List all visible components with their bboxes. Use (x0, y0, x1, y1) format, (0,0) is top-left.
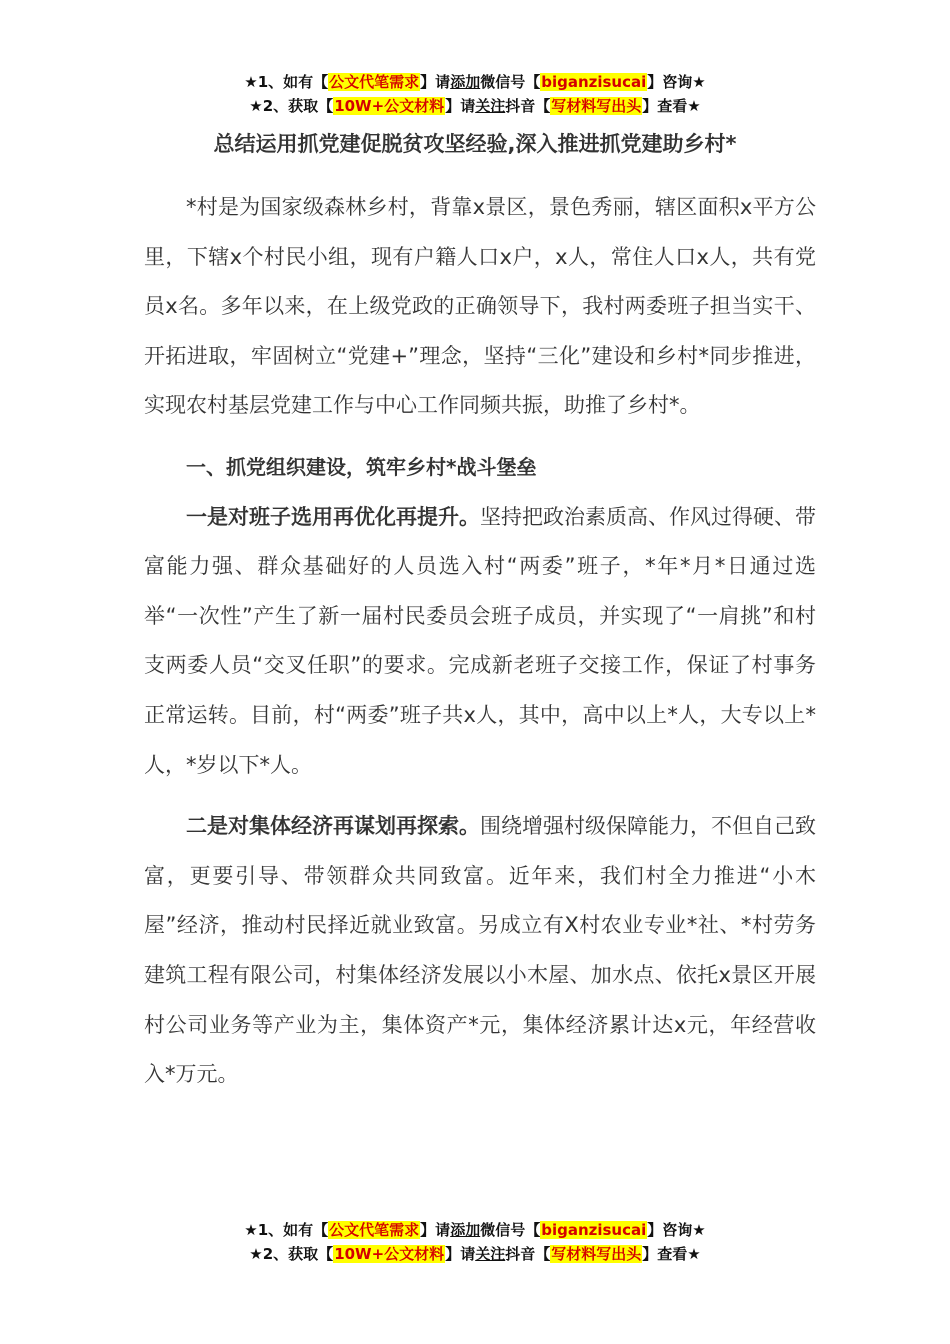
banner-text: ★1、如有【 (244, 73, 329, 91)
banner-text: 】咨询★ (647, 1221, 706, 1239)
banner-text: 】查看★ (642, 1245, 701, 1263)
paragraph-body: 围绕增强村级保障能力，不但自己致富，更要引导、带领群众共同致富。近年来，我们村全力推进“小木屋”经济，推动村民择近就业致富。另成立有X村农业专业*社、*村劳务建筑工程有限公司，村集体经济发展以小木屋、加水点、依托x景区开展村公司业务等产业为主，集体资产*元，集体经济累计达x元，年经营收入*万元。 (144, 814, 816, 1087)
banner-highlight: 10W+公文材料 (334, 97, 445, 115)
banner-line-2 (0, 94, 950, 118)
paragraph-body: 坚持把政治素质高、作风过得硬、带富能力强、群众基础好的人员选入村“两委”班子，*年*月*日通过选举“一次性”产生了新一届村民委员会班子成员，并实现了“一肩挑”和村支两委人员“交叉任职”的要求。完成新老班子交接工作，保证了村事务正常运转。目前，村“两委”班子共x人，其中，高中以上*人，大专以上*人，*岁以下*人。 (144, 504, 816, 777)
banner-highlight: biganzisucai (541, 73, 647, 91)
header-banner (0, 70, 950, 118)
banner-text: 】请 (420, 73, 451, 91)
document-body (144, 183, 816, 1100)
section-heading: 一、抓党组织建设，筑牢乡村*战斗堡垒 (186, 454, 537, 479)
banner-text: 微信号【 (480, 73, 541, 91)
footer-banner (0, 1218, 950, 1266)
banner-text: 】查看★ (642, 97, 701, 115)
banner-emphasis: 关注 (475, 1245, 506, 1263)
banner-line-2 (0, 1242, 950, 1266)
intro-paragraph: *村是为国家级森林乡村，背靠x景区，景色秀丽，辖区面积x平方公里，下辖x个村民小组，现有户籍人口x户，x人，常住人口x人，共有党员x名。多年以来，在上级党政的正确领导下，我村两委班子担当实干、开拓进取，牢固树立“党建+”理念，坚持“三化”建设和乡村*同步推进，实现农村基层党建工作与中心工作同频共振，助推了乡村*。 (144, 195, 816, 418)
banner-highlight: 写材料写出头 (551, 1245, 642, 1263)
banner-text: 微信号【 (480, 1221, 541, 1239)
banner-highlight: 写材料写出头 (551, 97, 642, 115)
banner-highlight: 公文代笔需求 (329, 1221, 420, 1239)
paragraph-lead: 二是对集体经济再谋划再探索。 (186, 814, 480, 839)
paragraph-1 (144, 493, 816, 791)
banner-text: 】请 (420, 1221, 451, 1239)
banner-highlight: biganzisucai (541, 1221, 647, 1239)
banner-emphasis: 关注 (475, 97, 506, 115)
banner-emphasis: 添加 (450, 73, 481, 91)
banner-highlight: 公文代笔需求 (329, 73, 420, 91)
banner-text: 抖音【 (505, 97, 551, 115)
banner-text: ★2、获取【 (249, 1245, 334, 1263)
banner-text: 】请 (445, 1245, 476, 1263)
banner-emphasis: 添加 (450, 1221, 481, 1239)
banner-line-1 (0, 1218, 950, 1242)
banner-text: 】咨询★ (647, 73, 706, 91)
banner-text: ★1、如有【 (244, 1221, 329, 1239)
banner-text: 抖音【 (505, 1245, 551, 1263)
banner-text: 】请 (445, 97, 476, 115)
banner-highlight: 10W+公文材料 (334, 1245, 445, 1263)
banner-line-1 (0, 70, 950, 94)
document-title: 总结运用抓党建促脱贫攻坚经验,深入推进抓党建助乡村* (213, 132, 737, 156)
banner-text: ★2、获取【 (249, 97, 334, 115)
paragraph-lead: 一是对班子选用再优化再提升。 (186, 504, 480, 529)
paragraph-2 (144, 802, 816, 1100)
